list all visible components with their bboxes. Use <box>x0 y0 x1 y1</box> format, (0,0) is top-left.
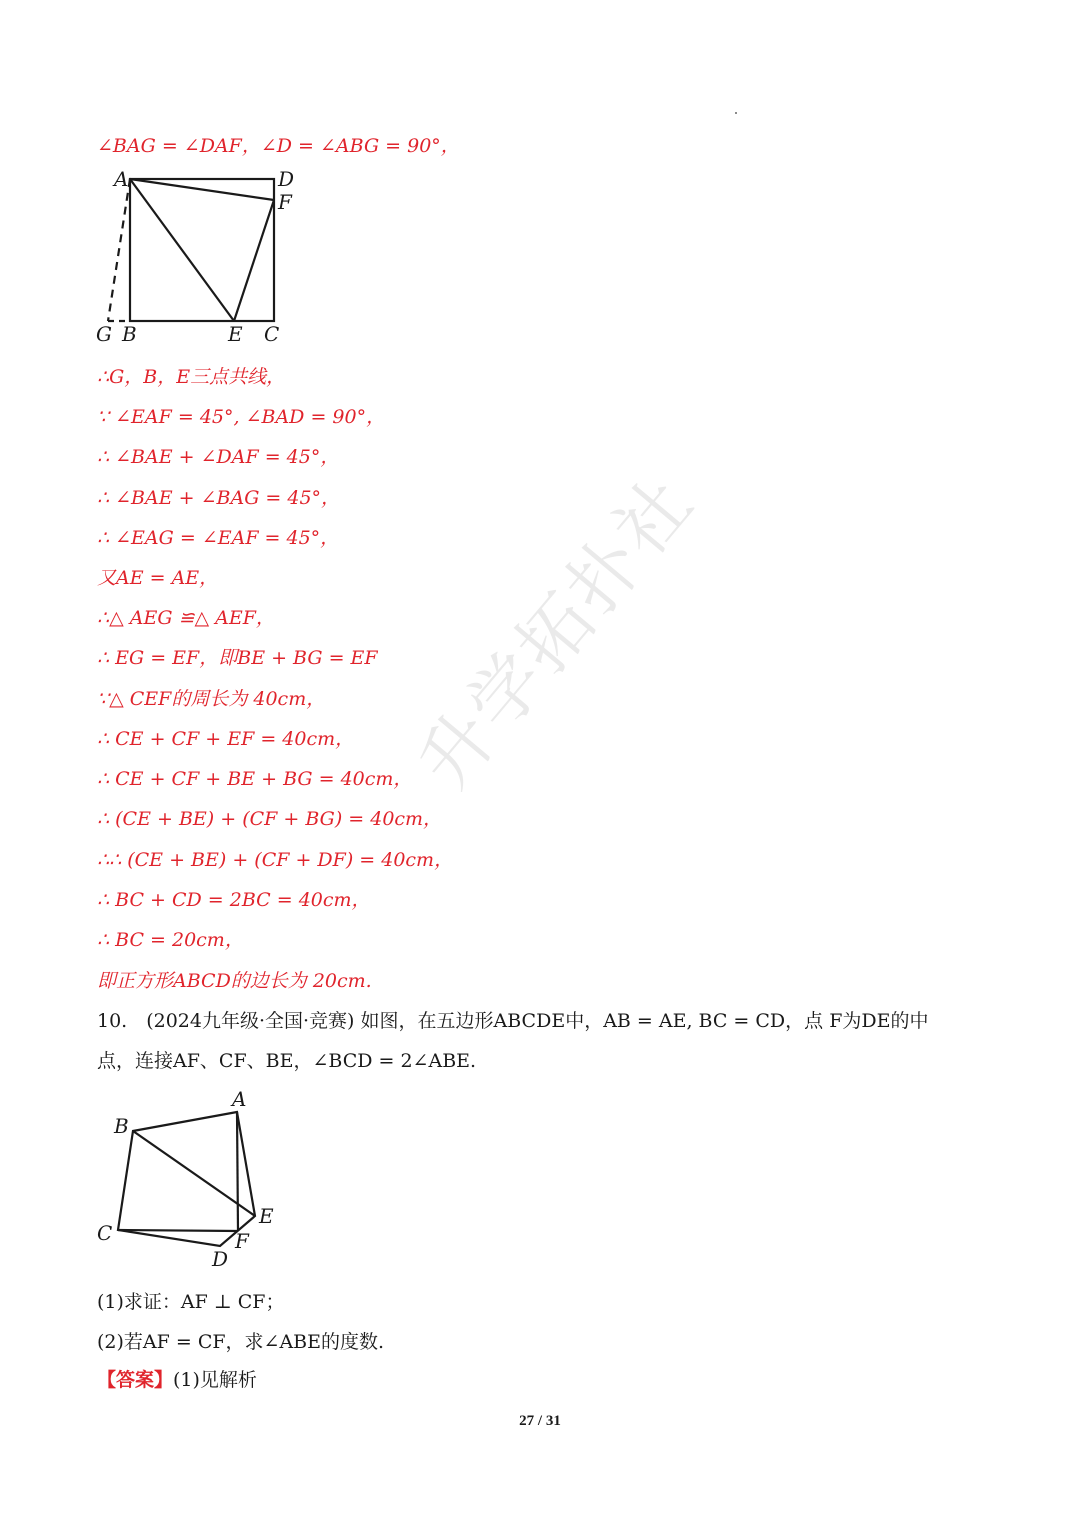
question-2: (2)若AF = CF，求∠ABE的度数. <box>97 1331 385 1353</box>
page-number: 27 / 31 <box>519 1413 561 1429</box>
segment-cf <box>118 1230 238 1231</box>
figure-square <box>92 165 312 355</box>
stray-dot <box>735 112 737 114</box>
label-D: D <box>278 167 295 191</box>
solution-line-14: ∴∴ (CE + BE) + (CF + DF) = 40cm， <box>97 849 454 871</box>
segment-af <box>130 179 274 200</box>
label-C2: C <box>97 1221 113 1245</box>
problem-10-line-1: 10. (2024九年级·全国·竞赛) 如图，在五边形ABCDE中，AB = AE, BC = CD，点 F为DE的中 <box>97 1010 929 1032</box>
solution-line-3: ∵ ∠EAF = 45°, ∠BAD = 90°， <box>97 406 386 428</box>
solution-line-16: ∴ BC = 20cm， <box>97 929 244 951</box>
problem-10-line-2: 点，连接AF、CF、BE，∠BCD = 2∠ABE. <box>97 1050 477 1072</box>
solution-line-1: ∠BAG = ∠DAF，∠D = ∠ABG = 90°， <box>97 135 460 157</box>
answer-bracket: 【答案】 <box>97 1369 174 1391</box>
solution-line-11: ∴ CE + CF + EF = 40cm， <box>97 728 355 750</box>
label-E2: E <box>259 1204 274 1228</box>
label-C: C <box>264 322 280 346</box>
segment-ae <box>130 179 234 321</box>
label-D2: D <box>212 1247 229 1270</box>
solution-line-9: ∴ EG = EF，即BE + BG = EF <box>97 647 378 669</box>
segment-ag-dashed <box>108 179 130 321</box>
solution-line-8: ∴△ AEG ≌△ AEF， <box>97 607 275 629</box>
solution-line-6: ∴ ∠EAG = ∠EAF = 45°， <box>97 527 340 549</box>
solution-line-10: ∵△ CEF的周长为 40cm， <box>97 688 326 710</box>
label-E: E <box>228 322 243 346</box>
solution-line-5: ∴ ∠BAE + ∠BAG = 45°， <box>97 487 341 509</box>
label-B2: B <box>114 1114 129 1138</box>
figure-pentagon <box>92 1085 292 1275</box>
label-G: G <box>96 322 112 346</box>
label-A: A <box>114 167 129 191</box>
solution-line-7: 又AE = AE， <box>97 567 219 589</box>
solution-line-2: ∴G，B，E三点共线， <box>97 366 286 388</box>
solution-line-4: ∴ ∠BAE + ∠DAF = 45°， <box>97 446 340 468</box>
solution-line-13: ∴ (CE + BE) + (CF + BG) = 40cm， <box>97 808 443 830</box>
solution-line-12: ∴ CE + CF + BE + BG = 40cm， <box>97 768 413 790</box>
question-1: (1)求证：AF ⊥ CF； <box>97 1291 285 1313</box>
segment-ef <box>234 200 274 321</box>
answer-line <box>97 1367 257 1393</box>
solution-line-17: 即正方形ABCD的边长为 20cm. <box>97 970 372 992</box>
label-B: B <box>122 322 137 346</box>
label-F: F <box>278 190 292 214</box>
solution-line-15: ∴ BC + CD = 2BC = 40cm， <box>97 889 371 911</box>
figure-square-svg <box>92 165 312 350</box>
label-F2: F <box>235 1229 249 1253</box>
watermark: 升学拓扑社 <box>402 459 711 805</box>
square-abcd <box>130 179 274 321</box>
label-A2: A <box>232 1087 247 1111</box>
segment-af <box>237 1112 238 1231</box>
answer-text: (1)见解析 <box>173 1369 257 1391</box>
figure-pentagon-svg <box>92 1085 292 1270</box>
pentagon-abcde <box>118 1112 255 1246</box>
